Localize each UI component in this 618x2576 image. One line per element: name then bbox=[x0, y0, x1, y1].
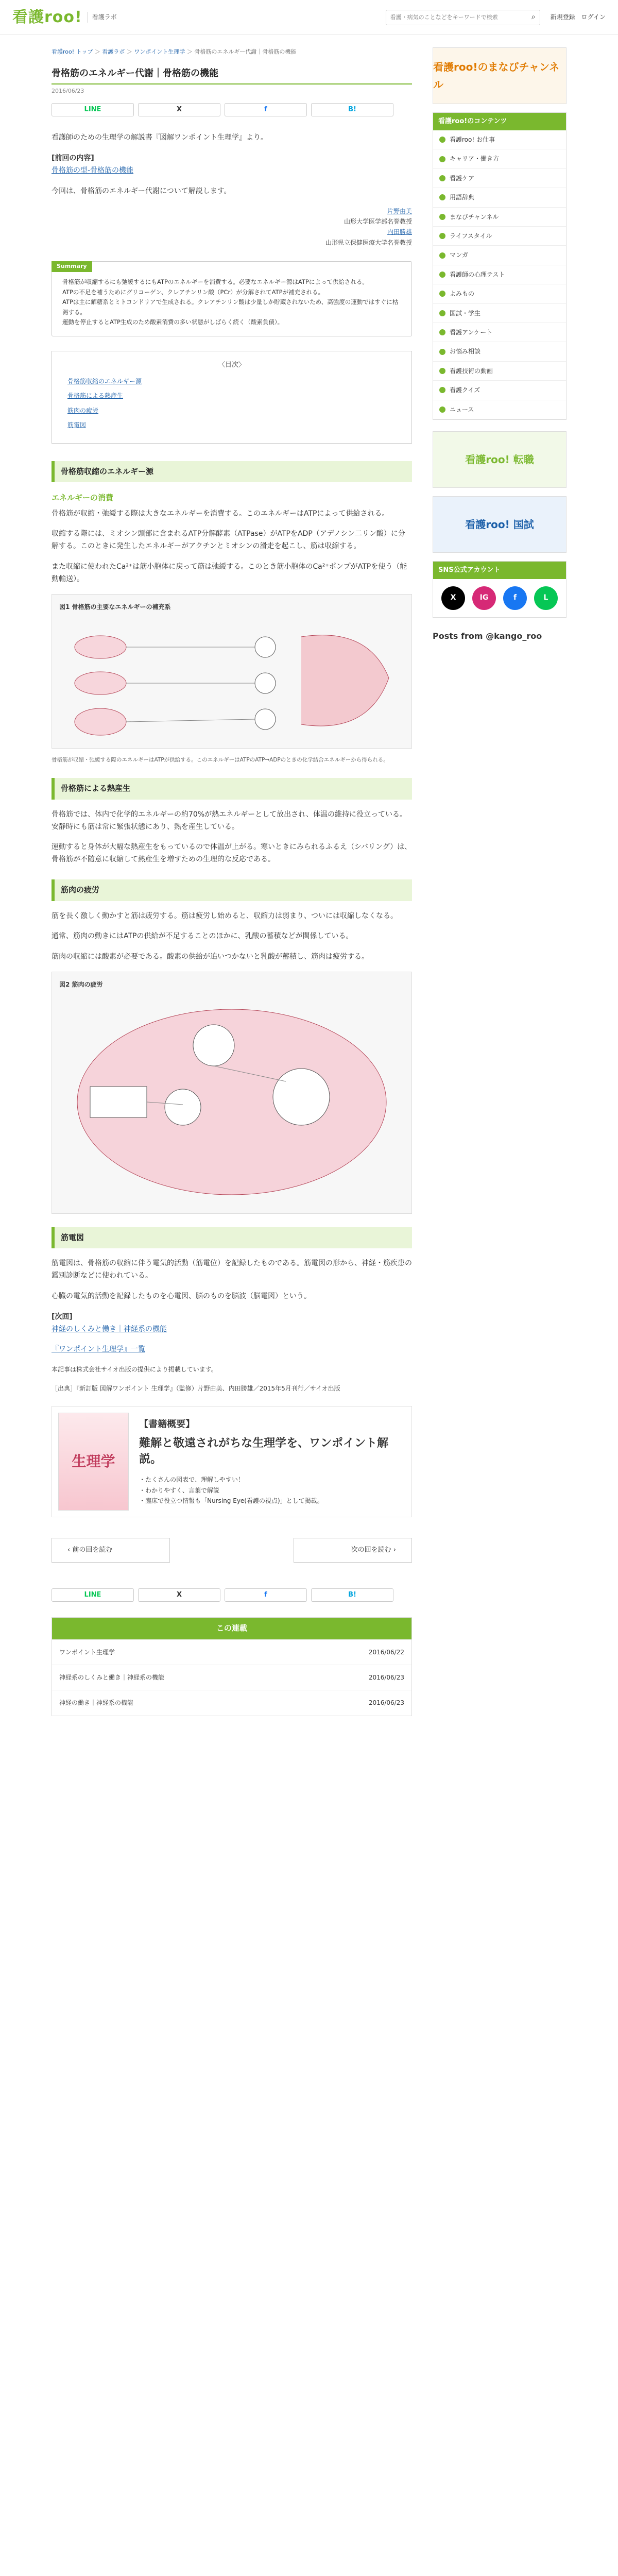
site-header bbox=[0, 0, 618, 35]
sidebar-item[interactable]: 看護技術の動画 bbox=[433, 362, 566, 381]
source-note: 本記事は株式会社サイオ出版の提供により掲載しています。 bbox=[52, 1366, 217, 1374]
series-box bbox=[52, 1617, 412, 1716]
search-input[interactable] bbox=[390, 14, 531, 21]
menu-dot-icon bbox=[439, 387, 445, 393]
summary-item: ATPの不足を補うためにグリコーゲン、クレアチンリン酸（PCr）が分解されてATPが補充される。 bbox=[62, 288, 324, 296]
facebook-share-button[interactable]: f bbox=[225, 103, 307, 116]
next-page-button[interactable]: 次の回を読む › bbox=[294, 1538, 412, 1563]
figure-1-title: 図1 骨格筋の主要なエネルギーの補充系 bbox=[59, 603, 171, 611]
next-article-link[interactable]: 神経のしくみと働き｜神経系の機能 bbox=[52, 1325, 167, 1333]
facebook-share-button[interactable]: f bbox=[225, 1588, 307, 1602]
x-icon[interactable]: X bbox=[441, 586, 465, 610]
pager bbox=[52, 1538, 412, 1563]
crumb-1[interactable]: 看護roo! トップ bbox=[52, 48, 93, 55]
energy-diagram bbox=[59, 616, 404, 745]
menu-dot-icon bbox=[439, 233, 445, 239]
section-heading: 筋電図 bbox=[52, 1227, 412, 1249]
sidebar-banner-3[interactable]: 看護roo! 国試 bbox=[433, 496, 566, 553]
series-item[interactable]: ワンポイント生理学 2016/06/22 bbox=[52, 1639, 411, 1665]
book-promo[interactable] bbox=[52, 1406, 412, 1517]
prev-page-button[interactable]: ‹ 前の回を読む bbox=[52, 1538, 170, 1563]
sidebar-item[interactable]: ニュース bbox=[433, 400, 566, 419]
sidebar-item[interactable]: 看護ケア bbox=[433, 169, 566, 188]
figure-1-caption: 骨格筋が収縮・弛緩する際のエネルギーはATPが供給する。このエネルギーはATPのATP→ADPのときの化学結合エネルギーから得られる。 bbox=[52, 756, 389, 763]
menu-dot-icon bbox=[439, 252, 445, 259]
lead-text: 今回は、骨格筋のエネルギー代謝について解説します。 bbox=[52, 187, 231, 195]
summary-item: 運動を停止するとATP生成のため酸素消費の多い状態がしばらく続く（酸素負債）。 bbox=[62, 318, 284, 326]
author-2-name[interactable]: 内田勝雄 bbox=[387, 228, 412, 236]
toc-item[interactable]: 筋肉の疲労 bbox=[67, 406, 99, 414]
login-link[interactable]: ログイン bbox=[581, 13, 606, 21]
hatena-share-button[interactable]: B! bbox=[311, 103, 393, 116]
logo-subtitle[interactable]: 看護ラボ bbox=[88, 12, 117, 22]
contents-menu-title: 看護roo!のコンテンツ bbox=[433, 113, 566, 130]
series-list-link[interactable]: 『ワンポイント生理学』一覧 bbox=[52, 1345, 145, 1354]
series-box-title: この連載 bbox=[52, 1618, 411, 1639]
summary-item: 骨格筋が収縮するにも弛緩するにもATPのエネルギーを消費する。必要なエネルギー源はATPによって供給される。 bbox=[62, 278, 368, 286]
x-share-button[interactable]: X bbox=[138, 103, 220, 116]
hatena-share-button[interactable]: B! bbox=[311, 1588, 393, 1602]
sidebar-item[interactable]: 看護クイズ bbox=[433, 381, 566, 400]
section-heading: 筋肉の疲労 bbox=[52, 879, 412, 901]
series-item[interactable]: 神経系のしくみと働き｜神経系の機能 2016/06/23 bbox=[52, 1665, 411, 1690]
author-2-title: 山形県立保健医療大学名誉教授 bbox=[325, 239, 412, 246]
menu-dot-icon bbox=[439, 329, 445, 335]
sidebar-item[interactable]: よみもの bbox=[433, 284, 566, 303]
article-main bbox=[52, 35, 412, 1716]
section-heading: 骨格筋による熱産生 bbox=[52, 778, 412, 800]
section-heading: 骨格筋収縮のエネルギー源 bbox=[52, 461, 412, 483]
fatigue-diagram bbox=[59, 994, 404, 1210]
body-paragraph: 心臓の電気的活動を記録したものを心電図、脳のものを脳波（脳電図）という。 bbox=[52, 1292, 311, 1301]
figure-1 bbox=[52, 594, 412, 749]
next-heading: [次回] bbox=[52, 1312, 73, 1321]
book-point: ・わかりやすく、言葉で解説 bbox=[139, 1486, 219, 1494]
figure-2 bbox=[52, 972, 412, 1214]
line-share-button[interactable]: LINE bbox=[52, 103, 134, 116]
page-title: 骨格筋のエネルギー代謝｜骨格筋の機能 bbox=[52, 66, 412, 84]
summary-tag: Summary bbox=[52, 261, 92, 272]
intro-text: 看護師のための生理学の解説書『図解ワンポイント生理学』より。 bbox=[52, 133, 268, 142]
sidebar-banner-2[interactable]: 看護roo! 転職 bbox=[433, 431, 566, 488]
sidebar-item[interactable]: 用語辞典 bbox=[433, 188, 566, 207]
sidebar-item[interactable]: まなびチャンネル bbox=[433, 208, 566, 227]
body-paragraph: 運動すると身体が大幅な熱産生をもっているので体温が上がる。寒いときにみられるふるえ（シバリング）は、骨格筋が不随意に収縮して熱産生を増すための生理的な反応である。 bbox=[52, 843, 412, 864]
line-share-button[interactable]: LINE bbox=[52, 1588, 134, 1602]
facebook-icon[interactable]: f bbox=[503, 586, 527, 610]
menu-dot-icon bbox=[439, 368, 445, 374]
menu-dot-icon bbox=[439, 137, 445, 143]
x-share-button[interactable]: X bbox=[138, 1588, 220, 1602]
menu-dot-icon bbox=[439, 175, 445, 181]
menu-dot-icon bbox=[439, 406, 445, 413]
menu-dot-icon bbox=[439, 291, 445, 297]
sns-box bbox=[433, 561, 566, 618]
subsection-heading: エネルギーの消費 bbox=[52, 493, 114, 503]
instagram-icon[interactable]: IG bbox=[472, 586, 496, 610]
menu-dot-icon bbox=[439, 194, 445, 200]
body-paragraph: 通常、筋肉の動きにはATPの供給が不足することのほかに、乳酸の蓄積などが関係している。 bbox=[52, 932, 353, 941]
contents-menu bbox=[433, 112, 566, 420]
search-box[interactable] bbox=[386, 10, 540, 25]
toc-item[interactable]: 骨格筋収縮のエネルギー源 bbox=[67, 377, 142, 385]
body-paragraph: また収縮に使われたCa²⁺は筋小胞体に戻って筋は弛緩する。このとき筋小胞体のCa²⁺ポンプがATPを使う（能動輸送）。 bbox=[52, 562, 407, 583]
summary-box bbox=[52, 261, 412, 336]
book-point: ・臨床で役立つ情報も「Nursing Eye(看護の視点)」として掲載。 bbox=[139, 1497, 323, 1505]
publish-date: 2016/06/23 bbox=[52, 87, 84, 94]
series-item[interactable]: 神経の働き｜神経系の機能 2016/06/23 bbox=[52, 1690, 411, 1715]
sidebar-item[interactable]: 看護roo! お仕事 bbox=[433, 130, 566, 149]
share-bar-bottom bbox=[52, 1588, 412, 1602]
sidebar-banner-1[interactable]: 看護roo!のまなびチャンネル bbox=[433, 47, 566, 104]
toc-title: 〈目次〉 bbox=[218, 361, 245, 369]
book-title: 難解と敬遠されがちな生理学を、ワンポイント解説。 bbox=[139, 1436, 389, 1466]
author-1-title: 山形大学医学部名誉教授 bbox=[344, 217, 412, 225]
menu-dot-icon bbox=[439, 349, 445, 355]
book-label: 【書籍概要】 bbox=[139, 1419, 195, 1430]
sidebar-item[interactable]: ライフスタイル bbox=[433, 227, 566, 246]
table-of-contents bbox=[52, 351, 412, 444]
menu-dot-icon bbox=[439, 156, 445, 162]
sidebar-item[interactable]: 看護師の心理テスト bbox=[433, 265, 566, 284]
menu-dot-icon bbox=[439, 272, 445, 278]
body-paragraph: 収縮する際には、ミオシン頭部に含まれるATP分解酵素（ATPase）がATPをADP（アデノシン二リン酸）に分解する。このときに発生したエネルギーがアクチンとミオシンの滑走を起こし、筋は収縮する。 bbox=[52, 530, 405, 551]
prev-heading: [前回の内容] bbox=[52, 154, 94, 163]
figure-2-title: 図2 筋肉の疲労 bbox=[59, 980, 103, 988]
line-icon[interactable]: L bbox=[534, 586, 558, 610]
crumb-2[interactable]: 看護ラボ bbox=[102, 48, 125, 55]
sidebar-item[interactable]: 看護アンケート bbox=[433, 323, 566, 342]
sidebar-item[interactable]: マンガ bbox=[433, 246, 566, 265]
share-bar bbox=[52, 103, 412, 116]
sidebar-item[interactable]: キャリア・働き方 bbox=[433, 149, 566, 168]
menu-dot-icon bbox=[439, 214, 445, 220]
author-1-name[interactable]: 片野由美 bbox=[387, 207, 412, 215]
crumb-3[interactable]: ワンポイント生理学 bbox=[134, 48, 185, 55]
book-cover[interactable]: 生理学 bbox=[58, 1413, 129, 1511]
summary-item: ATPは主に解糖系とミトコンドリアで生成される。クレアチンリン酸は少量しか貯蔵されないため、高強度の運動ではすぐに枯渇する。 bbox=[62, 298, 399, 316]
register-link[interactable]: 新規登録 bbox=[550, 13, 575, 21]
site-logo[interactable]: 看護roo! bbox=[12, 8, 82, 26]
posts-title[interactable]: Posts from @kango_roo bbox=[433, 631, 542, 641]
crumb-current: 骨格筋のエネルギー代謝｜骨格筋の機能 bbox=[194, 48, 297, 55]
body-paragraph: 筋肉の収縮には酸素が必要である。酸素の供給が追いつかないと乳酸が蓄積し、筋肉は疲労する。 bbox=[52, 953, 369, 961]
prev-article-link[interactable]: 骨格筋の型‐骨格筋の機能 bbox=[52, 166, 134, 175]
breadcrumb: 看護roo! トップ ＞ 看護ラボ ＞ ワンポイント生理学 ＞ 骨格筋のエネルギー代謝｜骨格筋の機能 bbox=[52, 48, 297, 55]
sidebar-item[interactable]: お悩み相談 bbox=[433, 342, 566, 361]
toc-item[interactable]: 筋電図 bbox=[67, 421, 87, 429]
sidebar bbox=[433, 35, 566, 1716]
sns-box-title: SNS公式アカウント bbox=[433, 562, 566, 579]
menu-dot-icon bbox=[439, 310, 445, 316]
body-paragraph: 筋電図は、骨格筋の収縮に伴う電気的活動（筋電位）を記録したものである。筋電図の形から、神経・筋疾患の鑑別診断などに使われている。 bbox=[52, 1259, 412, 1280]
body-paragraph: 筋を長く激しく動かすと筋は疲労する。筋は疲労し始めると、収縮力は弱まり、ついには収縮しなくなる。 bbox=[52, 911, 398, 920]
sidebar-item[interactable]: 国試・学生 bbox=[433, 304, 566, 323]
body-paragraph: 骨格筋では、体内で化学的エネルギーの約70%が熱エネルギーとして放出され、体温の維持に役立っている。安静時にも筋は常に緊張状態にあり、熱を産生している。 bbox=[52, 810, 407, 831]
search-icon[interactable]: ⌕ bbox=[531, 12, 536, 21]
author-block bbox=[52, 206, 412, 248]
body-paragraph: 骨格筋が収縮・弛緩する際は大きなエネルギーを消費する。このエネルギーはATPによって供給される。 bbox=[52, 509, 389, 518]
toc-item[interactable]: 骨格筋による熱産生 bbox=[67, 392, 124, 400]
book-point: ・たくさんの図表で、理解しやすい！ bbox=[139, 1476, 244, 1484]
citation: ［出典］『新訂版 図解ワンポイント 生理学』（監修）片野由美、内田勝雄／2015年5月刊行／サイオ出版 bbox=[52, 1384, 340, 1392]
